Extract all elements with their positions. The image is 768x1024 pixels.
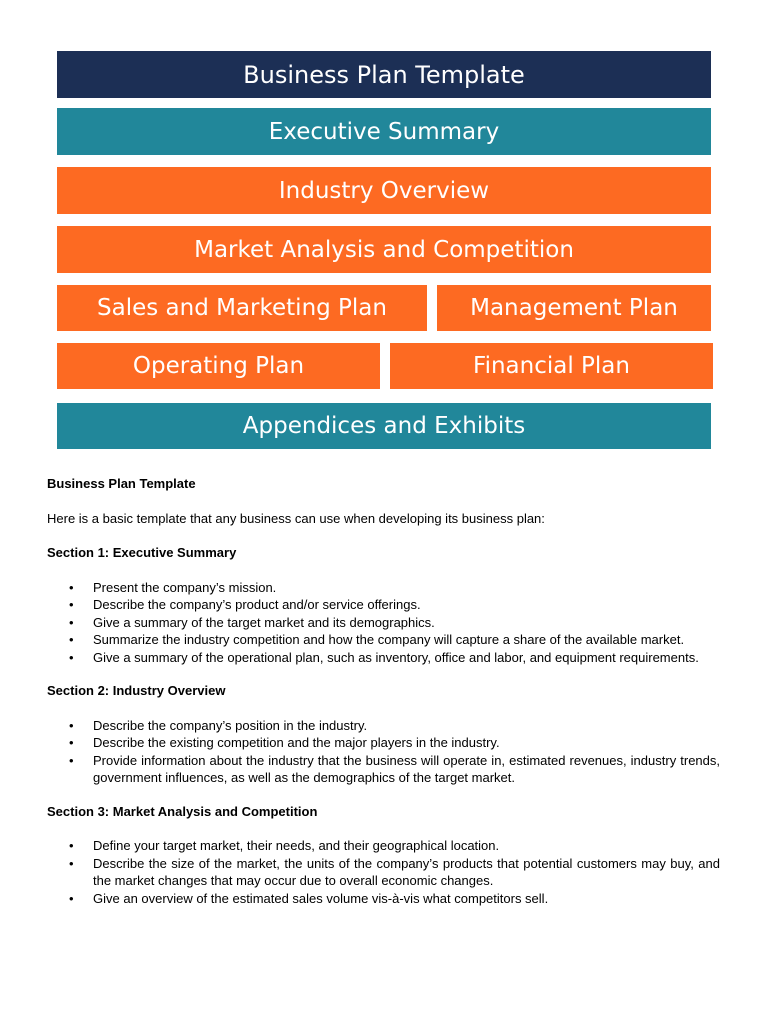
industry-overview-box: Industry Overview (57, 167, 711, 214)
section-2 (47, 682, 720, 787)
list-item: • Define your target market, their needs, and their geographical location. (47, 837, 720, 855)
section-3 (47, 803, 720, 908)
list-item: • Describe the company’s position in the industry. (47, 717, 720, 735)
list-item: • Present the company’s mission. (47, 579, 720, 597)
appendices-box: Appendices and Exhibits (57, 403, 711, 449)
financial-plan-box: Financial Plan (390, 343, 713, 389)
list-item: • Describe the size of the market, the units of the company’s products that potential customers may buy, and the market changes that may occur due to overall economic changes. (47, 855, 720, 890)
list-item: • Summarize the industry competition and how the company will capture a share of the available market. (47, 631, 720, 649)
list-item: • Give a summary of the target market and its demographics. (47, 614, 720, 632)
list-item: • Describe the existing competition and the major players in the industry. (47, 734, 720, 752)
bullet-list (47, 717, 720, 787)
section-title: Section 3: Market Analysis and Competition (47, 803, 318, 819)
document-body (47, 475, 720, 923)
market-analysis-box: Market Analysis and Competition (57, 226, 711, 273)
banner-title-box: Business Plan Template (57, 51, 711, 98)
section-title: Section 1: Executive Summary (47, 545, 237, 560)
document-heading: Business Plan Template (47, 476, 196, 491)
list-item: • Give a summary of the operational plan, such as inventory, office and labor, and equipment requirements. (47, 649, 720, 667)
section-1 (47, 544, 720, 666)
section-title: Section 2: Industry Overview (47, 683, 226, 698)
operating-plan-box: Operating Plan (57, 343, 380, 389)
list-item: • Provide information about the industry that the business will operate in, estimated revenues, industry trends, government influences, as well as the demographics of the target market. (47, 752, 720, 787)
sales-marketing-box: Sales and Marketing Plan (57, 285, 427, 331)
list-item: • Give an overview of the estimated sales volume vis-à-vis what competitors sell. (47, 890, 720, 908)
bullet-list (47, 579, 720, 667)
executive-summary-box: Executive Summary (57, 108, 711, 155)
management-plan-box: Management Plan (437, 285, 711, 331)
document-intro: Here is a basic template that any business can use when developing its business plan: (47, 510, 545, 526)
list-item: • Describe the company’s product and/or service offerings. (47, 596, 720, 614)
bullet-list (47, 837, 720, 907)
